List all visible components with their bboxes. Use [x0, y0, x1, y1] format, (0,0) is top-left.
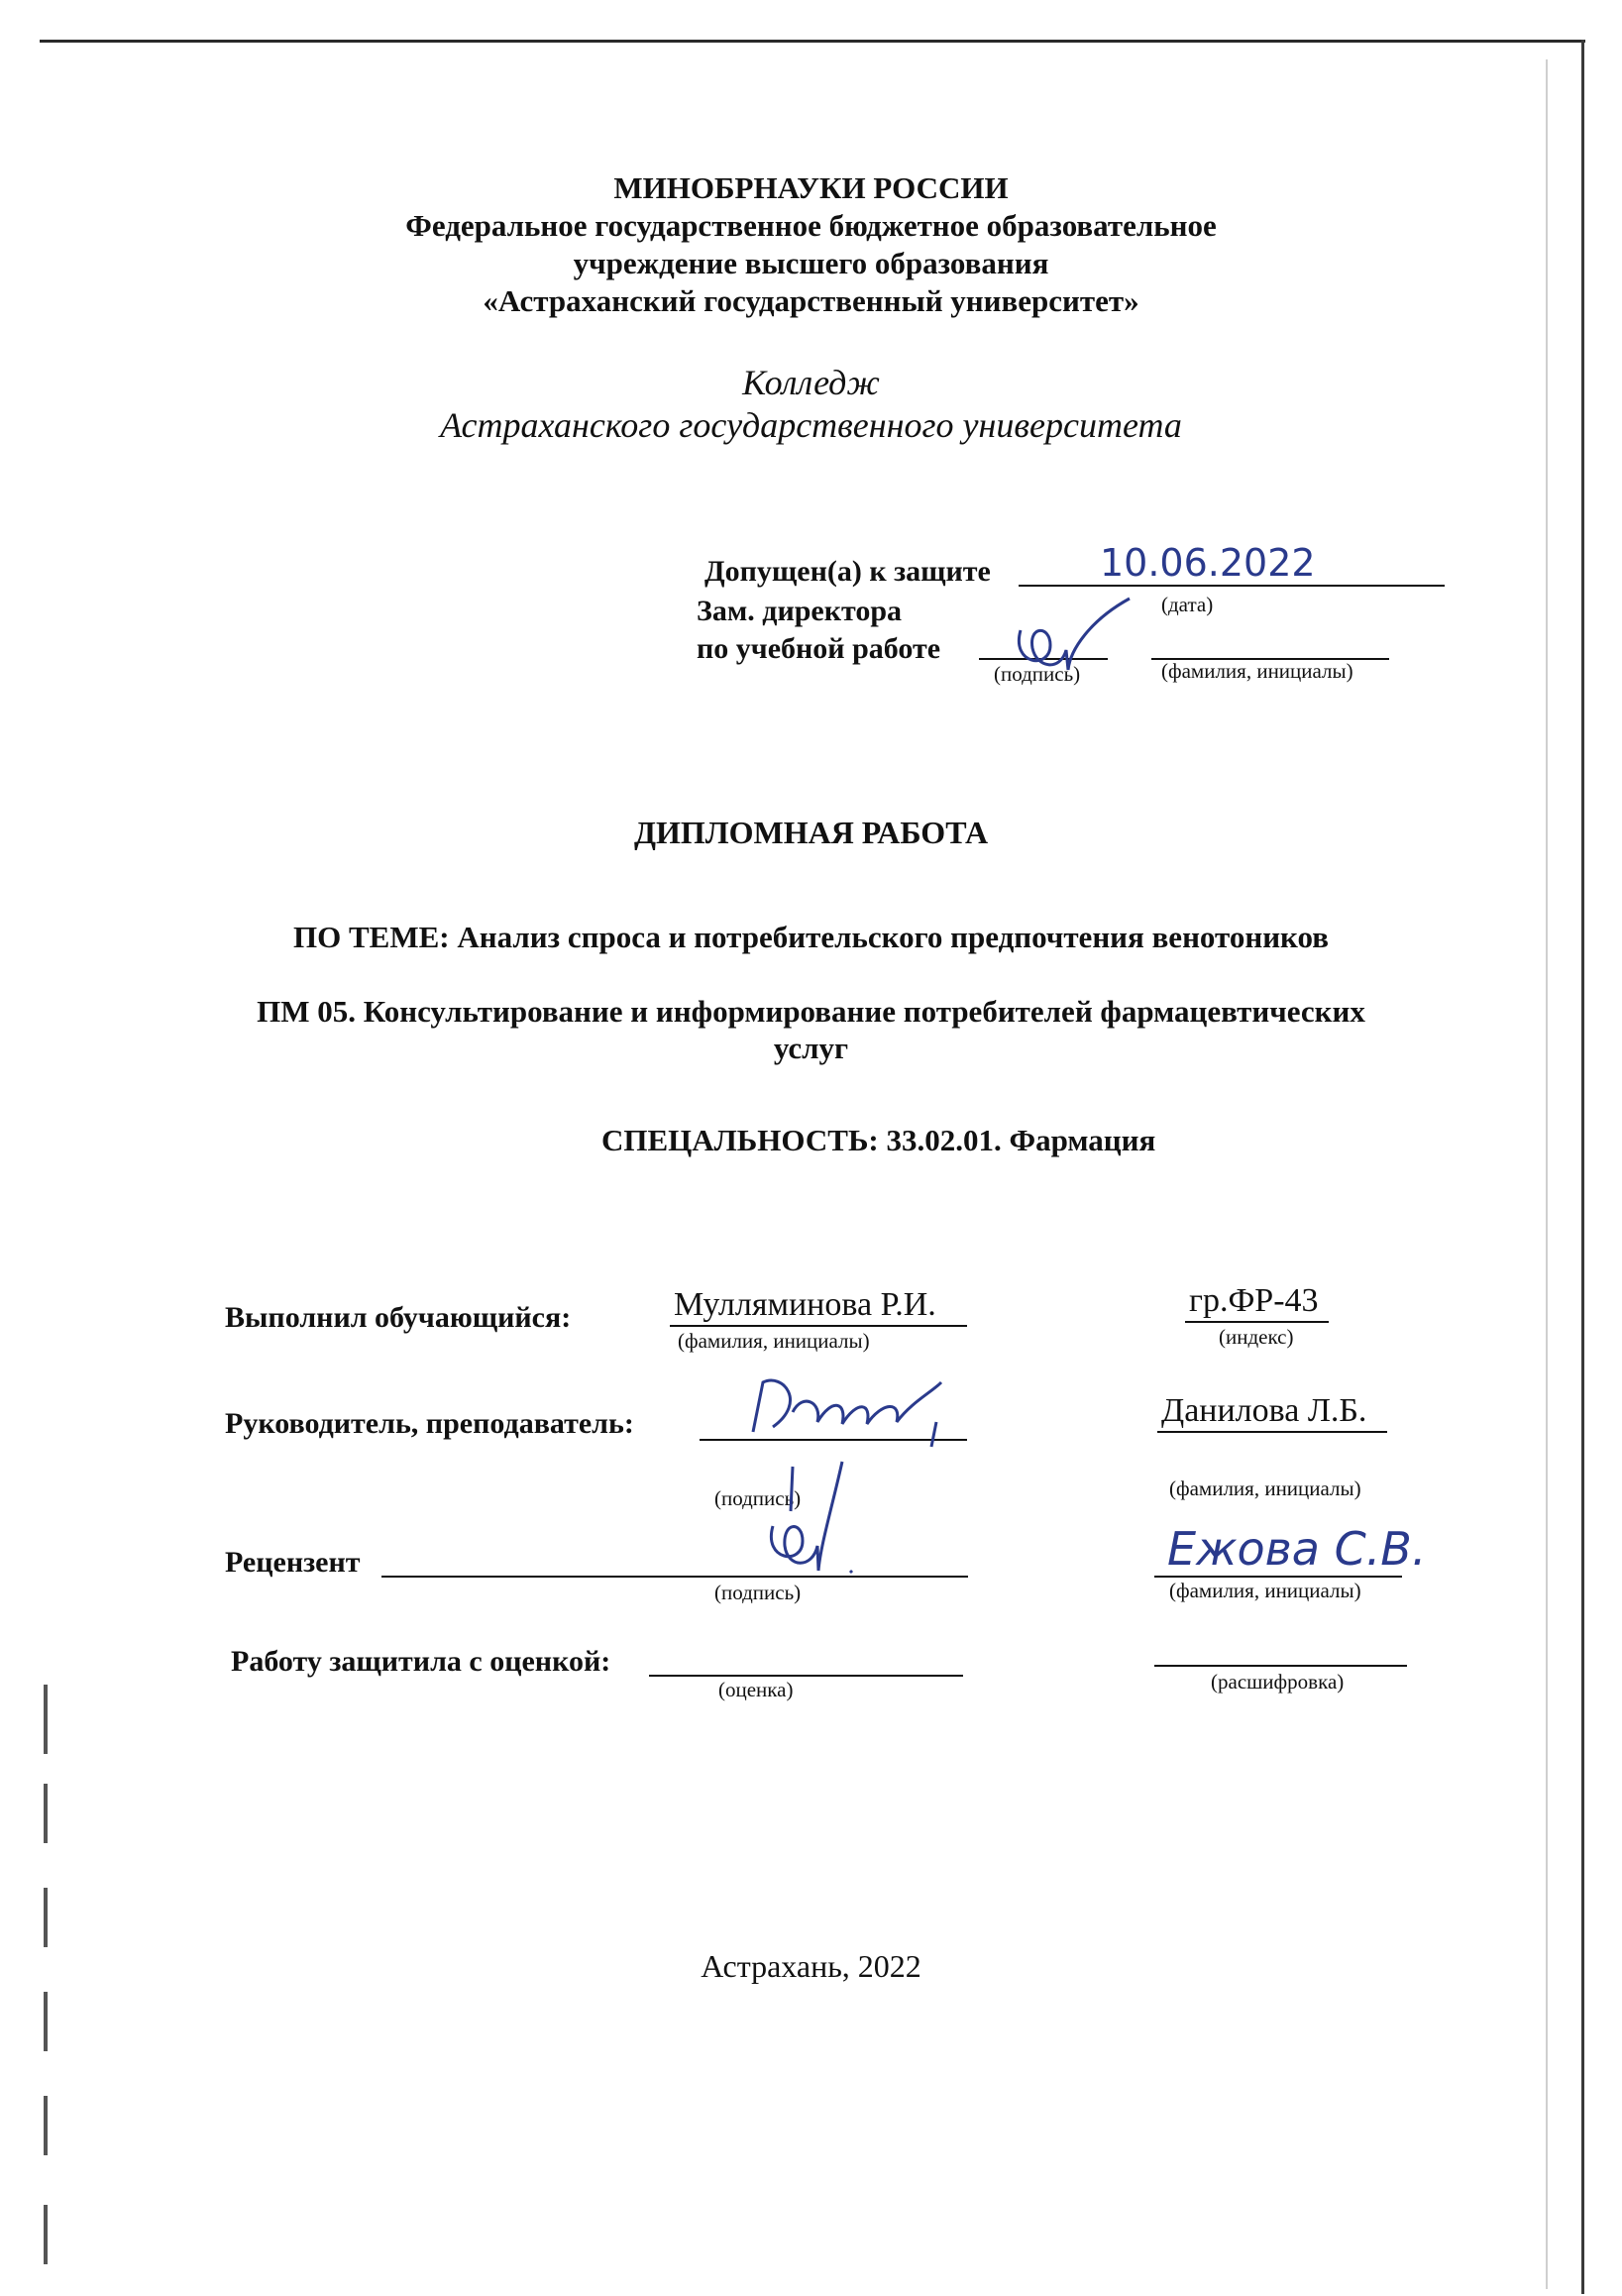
deputy-signature-caption: (подпись) — [994, 662, 1081, 686]
city-year: Астрахань, 2022 — [701, 1948, 921, 1984]
grade-caption: (оценка) — [718, 1678, 794, 1701]
reviewer-name-handwritten: Ежова С.В. — [1167, 1522, 1427, 1576]
document-title: ДИПЛОМНАЯ РАБОТА — [633, 815, 989, 850]
binder-mark — [44, 1784, 48, 1843]
reviewer-signature-caption: (подпись) — [714, 1581, 802, 1604]
ministry-title: МИНОБРНАУКИ РОССИИ — [613, 170, 1009, 205]
deputy-name-caption: (фамилия, инициалы) — [1161, 659, 1353, 683]
supervisor-signature-caption: (подпись) — [714, 1486, 802, 1510]
admitted-label: Допущен(а) к защите — [704, 555, 991, 588]
date-line — [1019, 585, 1445, 587]
reviewer-name-line — [1154, 1576, 1402, 1578]
scan-edge-top — [40, 40, 1585, 43]
binder-mark — [44, 2096, 48, 2155]
reviewer-label: Рецензент — [225, 1546, 361, 1579]
student-group-caption: (индекс) — [1219, 1325, 1294, 1349]
student-name-line — [670, 1325, 967, 1327]
deputy-signature — [981, 591, 1169, 690]
reviewer-name-caption: (фамилия, инициалы) — [1169, 1579, 1361, 1602]
college-line-1: Колледж — [742, 363, 880, 402]
module-line-2: услуг — [773, 1031, 849, 1065]
reviewer-signature — [733, 1452, 862, 1585]
supervisor-signature — [733, 1363, 971, 1452]
supervisor-name: Данилова Л.Б. — [1161, 1392, 1367, 1429]
topic-line: ПО ТЕМЕ: Анализ спроса и потребительского предпочтения венотоников — [293, 920, 1329, 954]
student-name-caption: (фамилия, инициалы) — [678, 1329, 870, 1353]
student-group: гр.ФР-43 — [1189, 1282, 1319, 1319]
student-label: Выполнил обучающийся: — [225, 1301, 572, 1334]
binder-mark — [44, 1992, 48, 2051]
decoding-caption: (расшифровка) — [1211, 1670, 1345, 1694]
supervisor-label: Руководитель, преподаватель: — [225, 1407, 634, 1440]
decoding-line — [1154, 1665, 1407, 1667]
deputy-label-1: Зам. директора — [697, 595, 903, 627]
grade-line — [649, 1675, 963, 1677]
student-name: Мулляминова Р.И. — [674, 1286, 936, 1323]
college-line-2: Астраханского государственного университета — [440, 405, 1182, 445]
org-line-2: учреждение высшего образования — [573, 246, 1049, 280]
date-caption: (дата) — [1161, 593, 1214, 616]
specialty-line: СПЕЦАЛЬНОСТЬ: 33.02.01. Фармация — [601, 1123, 1156, 1157]
deputy-label-2: по учебной работе — [697, 632, 941, 665]
binder-mark — [44, 1888, 48, 1947]
reviewer-signature-line — [381, 1576, 968, 1578]
binder-mark — [44, 1685, 48, 1754]
module-line-1: ПМ 05. Консультирование и информирование потребителей фармацевтических — [257, 994, 1365, 1029]
supervisor-name-line — [1157, 1431, 1387, 1433]
defense-label: Работу защитила с оценкой: — [231, 1645, 611, 1678]
date-value: 10.06.2022 — [1100, 541, 1316, 585]
org-line-1: Федеральное государственное бюджетное образовательное — [405, 208, 1217, 243]
student-group-line — [1185, 1321, 1329, 1323]
binder-mark — [44, 2205, 48, 2264]
university-name: «Астраханский государственный университет» — [483, 283, 1139, 318]
supervisor-name-caption: (фамилия, инициалы) — [1169, 1476, 1361, 1500]
